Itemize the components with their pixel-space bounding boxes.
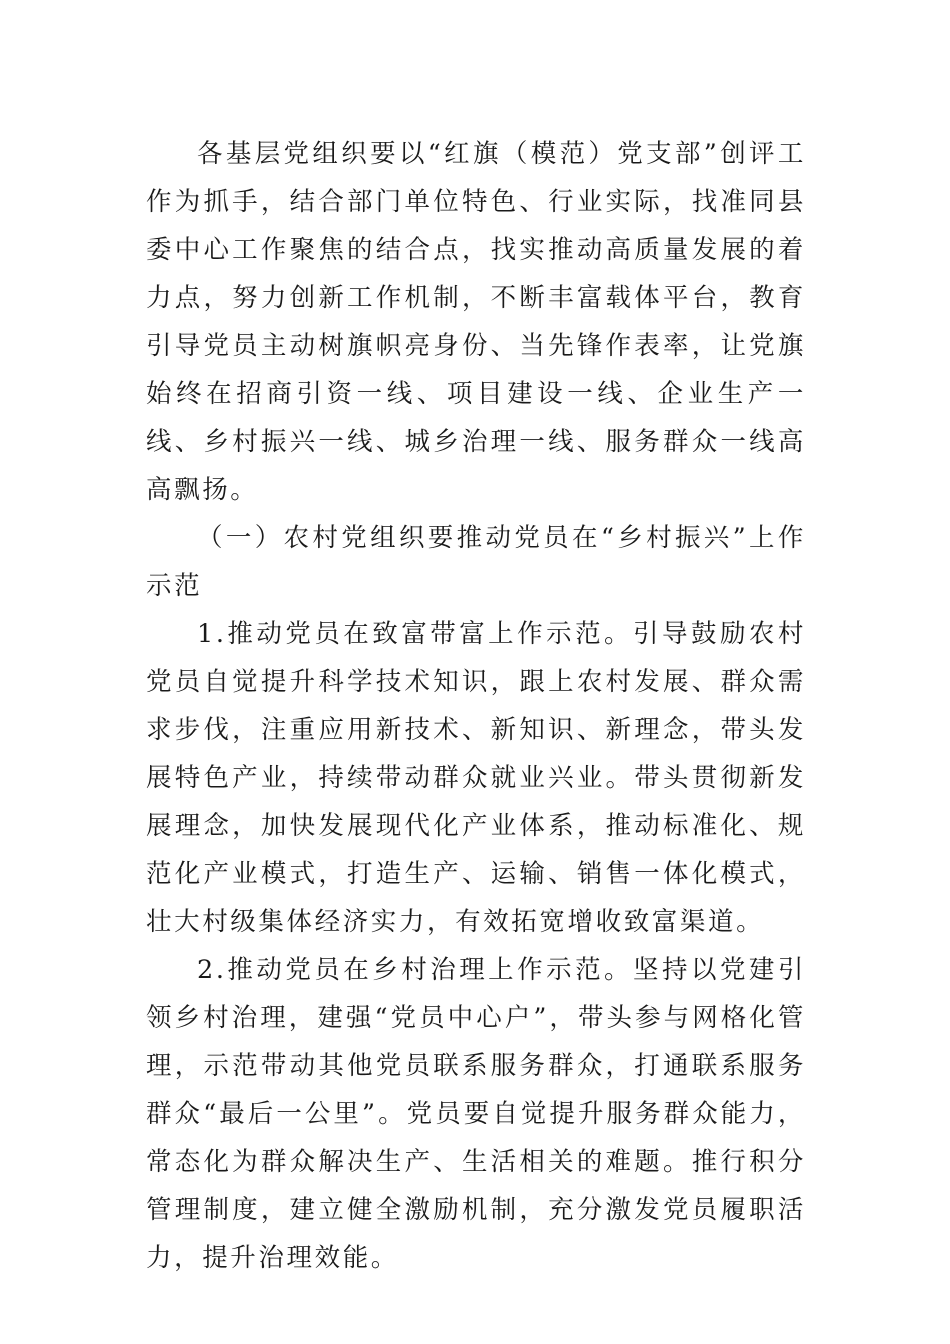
item-paragraph-2: 2.推动党员在乡村治理上作示范。坚持以党建引领乡村治理，建强“党员中心户”，带头参与网格化管理，示范带动其他党员联系服务群众，打通联系服务群众“最后一公里”。党员要自觉提升服务群众能力，常态化为群众解决生产、生活相关的难题。推行积分管理制度，建立健全激励机制，充分激发党员履职活力，提升治理效能。 bbox=[146, 955, 806, 1273]
document-page bbox=[146, 130, 806, 1282]
intro-paragraph: 各基层党组织要以“红旗（模范）党支部”创评工作为抓手，结合部门单位特色、行业实际，找准同县委中心工作聚焦的结合点，找实推动高质量发展的着力点，努力创新工作机制，不断丰富载体平台，教育引导党员主动树旗帜亮身份、当先锋作表率，让党旗始终在招商引资一线、项目建设一线、企业生产一线、乡村振兴一线、城乡治理一线、服务群众一线高高飘扬。 bbox=[146, 139, 806, 505]
item-paragraph-1: 1.推动党员在致富带富上作示范。引导鼓励农村党员自觉提升科学技术知识，跟上农村发展、群众需求步伐，注重应用新技术、新知识、新理念，带头发展特色产业，持续带动群众就业兴业。带头贯彻新发展理念，加快发展现代化产业体系，推动标准化、规范化产业模式，打造生产、运输、销售一体化模式，壮大村级集体经济实力，有效拓宽增收致富渠道。 bbox=[146, 619, 806, 937]
section-heading: （一）农村党组织要推动党员在“乡村振兴”上作示范 bbox=[146, 523, 806, 601]
